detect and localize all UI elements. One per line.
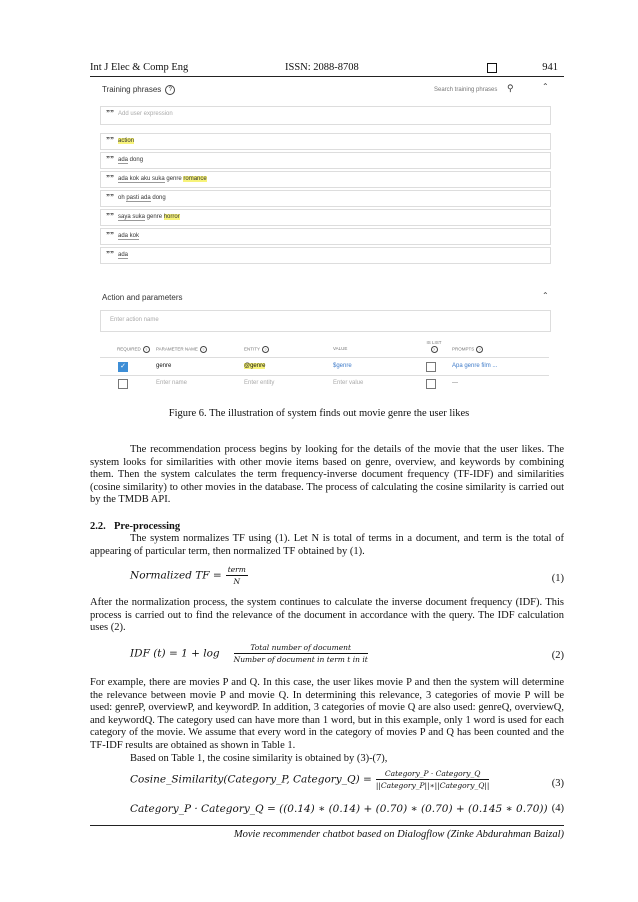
is-list-checkbox[interactable] bbox=[426, 379, 436, 389]
value-input[interactable]: Enter value bbox=[333, 380, 364, 386]
annotated-parameter: romance bbox=[183, 176, 207, 182]
annotated-parameter: horror bbox=[163, 214, 180, 220]
running-header bbox=[90, 62, 558, 76]
param-value[interactable]: $genre bbox=[333, 363, 352, 369]
header-rule bbox=[90, 76, 564, 77]
training-phrase-row[interactable] bbox=[100, 209, 551, 226]
training-phrase-text bbox=[118, 157, 143, 163]
add-expression-row[interactable] bbox=[100, 106, 551, 125]
training-phrase-text bbox=[118, 252, 128, 258]
action-name-input[interactable] bbox=[100, 310, 551, 332]
phrase-part: genre bbox=[145, 214, 164, 220]
prompts-link[interactable]: Apa genre film ... bbox=[452, 363, 498, 369]
quote-icon: ”” bbox=[106, 136, 114, 145]
action-parameters-title: Action and parameters bbox=[102, 293, 183, 302]
equation-3: Cosine_Similarity(Category_P, Category_Q) = $\frac{\text{Category\_P · Category\_Q}}{\text{||Category\_P||∗||Category\_Q||}}$ bbox=[130, 769, 490, 790]
col-required: REQUIRED ? bbox=[117, 346, 150, 353]
body-paragraph: Based on Table 1, the cosine similarity is obtained by (3)-(7), bbox=[130, 753, 388, 764]
phrase-part: genre bbox=[164, 176, 184, 182]
training-phrase-text bbox=[118, 138, 134, 144]
col-is-list: IS LIST ? bbox=[426, 340, 442, 352]
search-icon[interactable]: ⚲ bbox=[507, 83, 514, 93]
chevron-up-icon[interactable]: ⌃ bbox=[542, 291, 549, 300]
phrase-part: dong bbox=[150, 195, 166, 201]
running-footer: Movie recommender chatbot based on Dialogflow (Zinke Abdurahman Baizal) bbox=[233, 829, 564, 840]
col-entity: ENTITY ? bbox=[244, 346, 269, 353]
quote-icon: ”” bbox=[106, 174, 114, 183]
search-training-input[interactable]: Search training phrases bbox=[434, 87, 498, 93]
required-checkbox[interactable] bbox=[118, 379, 128, 389]
training-phrase-row[interactable] bbox=[100, 190, 551, 207]
chevron-up-icon[interactable]: ⌃ bbox=[542, 82, 549, 91]
training-phrases-title: Training phrases ? bbox=[102, 85, 175, 95]
phrase-part: ada kok bbox=[118, 233, 140, 239]
col-parameter: PARAMETER NAME ? bbox=[156, 346, 207, 353]
help-icon: ? bbox=[165, 85, 175, 95]
equation-4: Category_P · Category_Q = ((0.14) ∗ (0.14) + (0.70) ∗ (0.70) + (0.145 ∗ 0.70)) bbox=[130, 803, 548, 815]
quote-icon: ”” bbox=[106, 155, 114, 164]
help-icon: ? bbox=[200, 346, 207, 353]
prompts-empty: — bbox=[452, 380, 458, 386]
training-phrase-row[interactable] bbox=[100, 171, 551, 188]
training-phrase-text bbox=[118, 233, 139, 239]
help-icon: ? bbox=[431, 346, 438, 353]
phrase-part: oh bbox=[118, 195, 127, 201]
phrase-part: dong bbox=[128, 157, 144, 163]
add-expression-placeholder: Add user expression bbox=[118, 111, 173, 117]
body-paragraph: The recommendation process begins by looking for the details of the movie that the user likes. The system looks for similarities with other movie items based on genre, overview, and keywords by combining them. Then the system calculates the term frequency-inverse document frequency (TF-IDF) and similarities (cosine similarity) to other movies in the database. The process of calculating the cosine similarity is carried out by the TMDB API. bbox=[90, 444, 564, 506]
quote-icon: ”” bbox=[106, 212, 114, 221]
equation-number: (2) bbox=[551, 650, 564, 661]
equation-number: (4) bbox=[551, 803, 564, 814]
param-name-input[interactable]: Enter name bbox=[156, 380, 188, 386]
col-prompts: PROMPTS ? bbox=[452, 346, 483, 353]
quote-icon: ”” bbox=[106, 109, 114, 118]
quote-icon: ”” bbox=[106, 193, 114, 202]
equation-2: IDF (t) = 1 + log $\frac{\text{Total number of document}}{\text{Number of document in term t in it}}$ bbox=[130, 643, 368, 664]
issn: ISSN: 2088-8708 bbox=[285, 62, 359, 73]
phrase-part: pasti ada bbox=[126, 195, 151, 201]
phrase-part: ada kok aku suka bbox=[118, 176, 165, 182]
footer-rule bbox=[90, 825, 564, 826]
help-icon: ? bbox=[262, 346, 269, 353]
training-phrase-row[interactable] bbox=[100, 247, 551, 264]
entity-input[interactable]: Enter entity bbox=[244, 380, 275, 386]
figure-caption: Figure 6. The illustration of system finds out movie genre the user likes bbox=[168, 408, 470, 419]
quote-icon: ”” bbox=[106, 250, 114, 259]
entity-name[interactable]: @genre bbox=[244, 363, 266, 369]
quote-icon: ”” bbox=[106, 231, 114, 240]
phrase-part: ada bbox=[118, 157, 129, 163]
training-phrase-text bbox=[118, 176, 207, 182]
equation-number: (3) bbox=[551, 778, 564, 789]
phrase-part: saya suka bbox=[118, 214, 146, 220]
is-list-checkbox[interactable] bbox=[426, 362, 436, 372]
action-name-placeholder: Enter action name bbox=[110, 317, 159, 323]
annotated-parameter: action bbox=[118, 138, 135, 144]
help-icon: ? bbox=[143, 346, 150, 353]
figure-dialogflow-screenshot bbox=[92, 78, 562, 396]
table-divider bbox=[100, 357, 549, 358]
equation-number: (1) bbox=[551, 573, 564, 584]
training-phrase-row[interactable] bbox=[100, 152, 551, 169]
section-heading: 2.2. Pre-processing bbox=[90, 521, 181, 532]
training-phrase-text bbox=[118, 195, 166, 201]
param-name[interactable]: genre bbox=[156, 363, 172, 369]
body-paragraph: For example, there are movies P and Q. In this case, the user likes movie P and then the system will determine the relevance between movie P and movie Q. In determining this relevance, 3 categories of movie P will be used: genreP, overviewP, and keywordP. In addition, 3 categories of movie Q are also used: genreQ, overviewQ, and keywordQ. The category used can have more than 1 word, but in this example, only 1 word is used for each category of the movie. We assume that every word in the category of movies P and Q has been counted and the TF-IDF results are obtained as shown in Table 1. bbox=[90, 677, 564, 751]
square-icon bbox=[487, 63, 497, 73]
training-phrase-row[interactable] bbox=[100, 133, 551, 150]
help-icon: ? bbox=[476, 346, 483, 353]
equation-1: Normalized TF = $\frac{\text{term}}{N}$ bbox=[130, 565, 246, 586]
table-divider bbox=[100, 375, 549, 376]
phrase-part: ada bbox=[118, 252, 129, 258]
required-checkbox[interactable]: ✓ bbox=[118, 362, 128, 372]
col-value: VALUE bbox=[333, 346, 348, 351]
page-number: 941 bbox=[542, 62, 558, 73]
training-phrase-row[interactable] bbox=[100, 228, 551, 245]
training-phrase-text bbox=[118, 214, 180, 220]
body-paragraph: After the normalization process, the system continues to calculate the inverse document frequency (IDF). This process is carried out to find the relevance of the document in accordance with the query. The IDF calculation uses (2). bbox=[90, 597, 564, 634]
body-paragraph: The system normalizes TF using (1). Let N is total of terms in a document, and term is the total of appearing of particular term, then normalized TF obtained by (1). bbox=[90, 533, 564, 557]
journal-name: Int J Elec & Comp Eng bbox=[90, 62, 189, 73]
